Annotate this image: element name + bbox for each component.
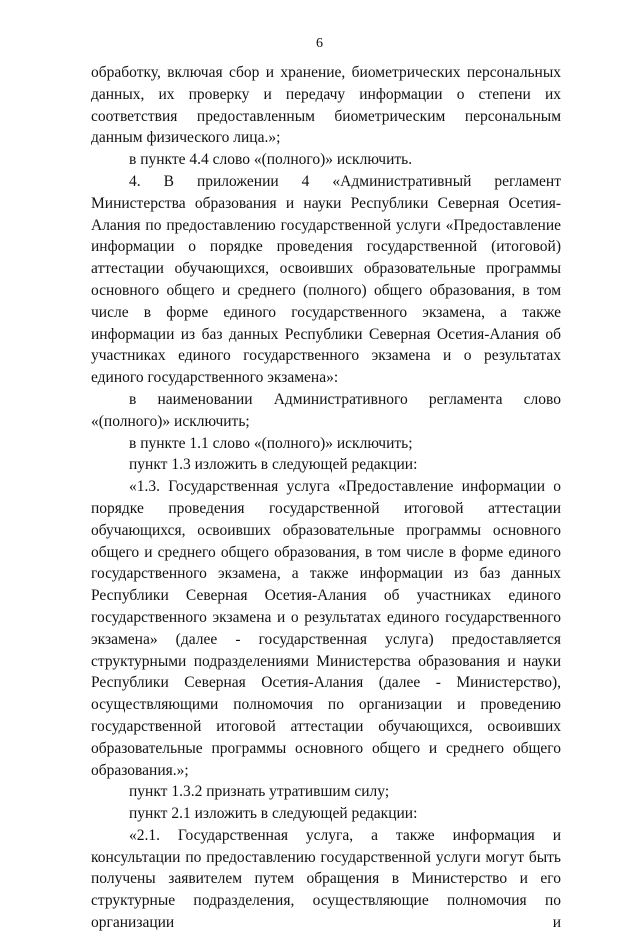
- document-body: [91, 62, 561, 934]
- paragraph-item-2-1-intro: пункт 2.1 изложить в следующей редакции:: [129, 805, 418, 823]
- paragraph-item-4-4: в пункте 4.4 слово «(полного)» исключить.: [129, 151, 413, 169]
- paragraph-item-2-1-text: «2.1. Государственная услуга, а также информация и консультации по предоставлению государственной услуги могут быть получены заявителем путем обращения в Министерство и его структурные подразделения, осуществляющие полномочия по организации и: [91, 826, 561, 932]
- paragraph-continuation-biometrics: обработку, включая сбор и хранение, биометрических персональных данных, их проверку и передачу информации о степени их соответствия предоставленным биометрическим персональным данным физического лица.»;: [91, 64, 561, 147]
- paragraph-appendix-4: 4. В приложении 4 «Административный регламент Министерства образования и науки Республики Северная Осетия-Алания по предоставлению государственной услуги «Предоставление информации о порядке проведения государственной (итоговой) аттестации обучающихся, освоивших образовательные программы основного общего и среднего (полного) общего образования, в том числе в форме единого государственного экзамена, а также информации из баз данных Республики Северная Осетия-Алания об участниках единого государственного экзамена и о результатах единого государственного экзамена»:: [91, 172, 561, 387]
- paragraph-regulation-title: в наименовании Административного регламента слово «(полного)» исключить;: [91, 390, 561, 430]
- paragraph-item-1-3-text: «1.3. Государственная услуга «Предоставление информации о порядке проведения государственной итоговой аттестации обучающихся, освоивших образовательные программы основного общего и среднего общего образования, в том числе в форме единого государственного экзамена, а также информации из баз данных Республики Северная Осетия-Алания об участниках единого государственного экзамена и о результатах единого государственного экзамена» (далее - государственная услуга) предоставляется структурными подразделениями Министерства образования и науки Республики Северная Осетия-Алания (далее - Министерство), осуществляющими полномочия по организации и проведению государственной итоговой аттестации обучающихся, освоивших образовательные программы основного общего и среднего общего образования.»;: [91, 478, 561, 779]
- paragraph-item-1-3-intro: пункт 1.3 изложить в следующей редакции:: [129, 456, 418, 474]
- paragraph-item-1-3-2: пункт 1.3.2 признать утратившим силу;: [129, 783, 390, 801]
- paragraph-item-1-1: в пункте 1.1 слово «(полного)» исключить;: [129, 434, 413, 452]
- page-number: 6: [316, 36, 323, 51]
